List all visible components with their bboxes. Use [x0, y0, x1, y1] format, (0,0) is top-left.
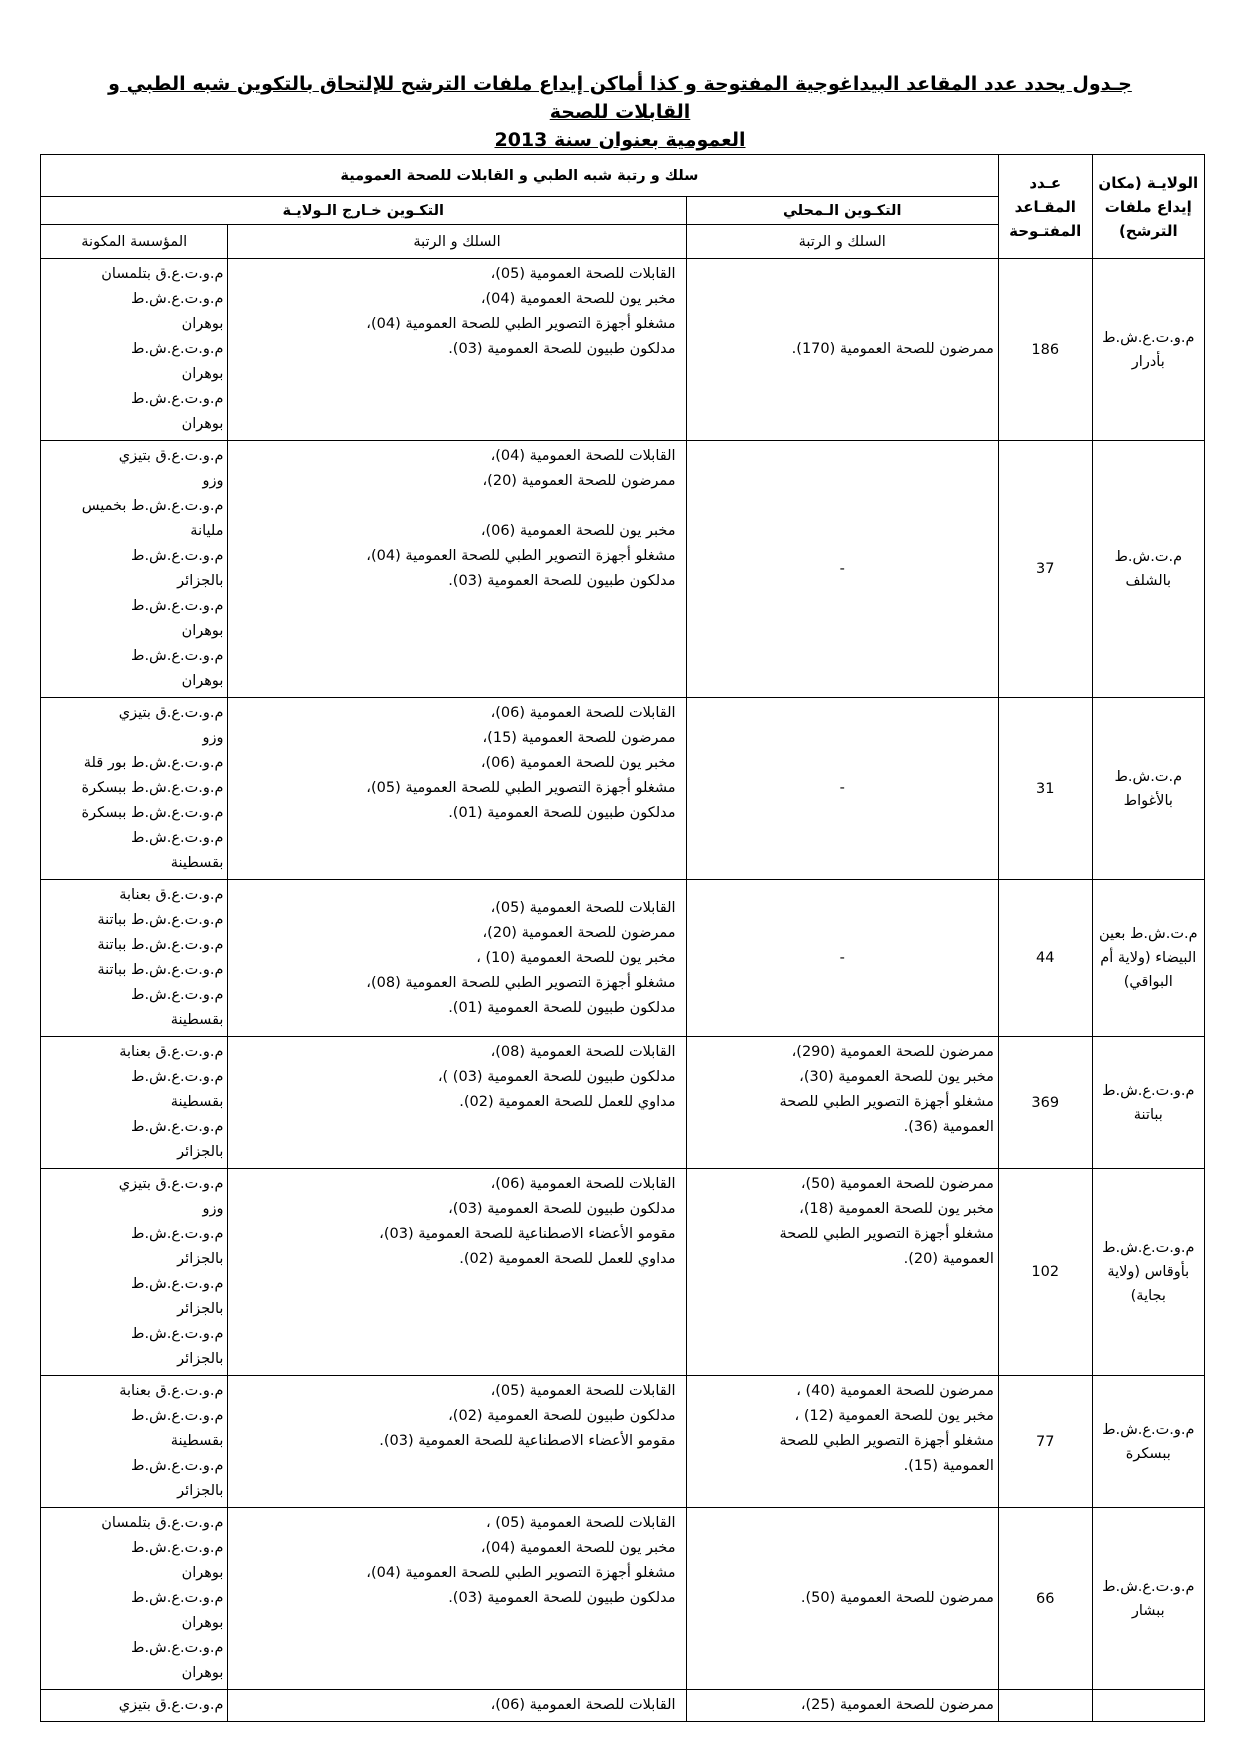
outside-training-cell: [228, 1690, 686, 1722]
institution-line: بقسطينة: [170, 855, 224, 871]
outside-training-line: مدلكون طبيون للصحة العمومية (01).: [448, 805, 676, 821]
outside-training-cell: [228, 441, 686, 698]
outside-training-line: القابلات للصحة العمومية (05)،: [490, 1383, 676, 1399]
title-line-2: العمومية بعنوان سنة 2013: [494, 129, 746, 151]
seats-cell: 186: [998, 259, 1092, 441]
outside-training-line: مداوي للعمل للصحة العمومية (02).: [459, 1251, 676, 1267]
table-row: [41, 1169, 1205, 1376]
institution-line: م.و.ت.ع.ش.ط: [131, 830, 224, 846]
institution-line: م.و.ت.ع.ش.ط: [131, 598, 224, 614]
institution-line: بوهران: [181, 1615, 224, 1631]
seats-cell: 102: [998, 1169, 1092, 1376]
local-training-line: مخبر يون للصحة العمومية (30)،: [799, 1069, 994, 1085]
seats-cell: 31: [998, 698, 1092, 880]
header-wilaya: الولايـة (مكان إيداع ملفات الترشح): [1092, 155, 1204, 259]
local-training-line: ممرضون للصحة العمومية (170).: [791, 341, 994, 357]
wilaya-cell: م.ت.ش.ط بالشلف: [1092, 441, 1204, 698]
institution-line: بالجزائر: [177, 1351, 224, 1367]
local-training-line: مشغلو أجهزة التصوير الطبي للصحة: [779, 1094, 994, 1110]
seats-cell: 44: [998, 880, 1092, 1037]
outside-training-line: القابلات للصحة العمومية (08)،: [490, 1044, 676, 1060]
outside-training-line: القابلات للصحة العمومية (05) ،: [485, 1515, 676, 1531]
wilaya-cell: م.ت.ش.ط بالأغواط: [1092, 698, 1204, 880]
institution-line: م.و.ت.ع.ش.ط ببسكرة: [81, 805, 224, 821]
local-training-line: ممرضون للصحة العمومية (40) ،: [796, 1383, 994, 1399]
seats-cell: [998, 1690, 1092, 1722]
institution-line: م.و.ت.ع.ش.ط: [131, 648, 224, 664]
institution-line: م.و.ت.ع.ش.ط بخميس: [81, 498, 224, 514]
local-training-cell: [686, 441, 998, 698]
institution-line: بالجزائر: [177, 1251, 224, 1267]
outside-training-line: القابلات للصحة العمومية (06)،: [490, 1697, 676, 1713]
institution-line: م.و.ت.ع.ش.ط: [131, 1069, 224, 1085]
institution-line: م.و.ت.ع.ش.ط بباتنة: [97, 962, 224, 978]
outside-training-line: مشغلو أجهزة التصوير الطبي للصحة العمومية (04)،: [366, 316, 676, 332]
institution-line: بقسطينة: [170, 1094, 224, 1110]
wilaya-cell: م.ت.ش.ط بعين البيضاء (ولاية أم البواقي): [1092, 880, 1204, 1037]
seats-cell: 66: [998, 1508, 1092, 1690]
outside-training-cell: [228, 880, 686, 1037]
institution-line: بوهران: [181, 1565, 224, 1581]
institution-line: م.و.ت.ع.ق بتلمسان: [101, 1515, 224, 1531]
outside-training-cell: [228, 1376, 686, 1508]
wilaya-cell: م.و.ت.ع.ش.ط بباتنة: [1092, 1037, 1204, 1169]
outside-training-line: مدلكون طبيون للصحة العمومية (02)،: [448, 1408, 676, 1424]
outside-training-line: مخبر يون للصحة العمومية (04)،: [480, 1540, 676, 1556]
outside-training-line: مخبر يون للصحة العمومية (06)،: [480, 755, 676, 771]
outside-training-line: مشغلو أجهزة التصوير الطبي للصحة العمومية (05)،: [366, 780, 676, 796]
outside-training-line: مخبر يون للصحة العمومية (04)،: [480, 291, 676, 307]
institution-line: وزو: [202, 473, 224, 489]
institution-line: م.و.ت.ع.ش.ط: [131, 1226, 224, 1242]
table-row: [41, 1690, 1205, 1722]
institution-line: بالجزائر: [177, 573, 224, 589]
institution-cell: [41, 1690, 228, 1722]
outside-training-line: مخبر يون للصحة العمومية (06)،: [480, 523, 676, 539]
table-row: [41, 441, 1205, 698]
institution-line: م.و.ت.ع.ش.ط: [131, 1119, 224, 1135]
local-training-line: ممرضون للصحة العمومية (50)،: [800, 1176, 994, 1192]
institution-line: بوهران: [181, 366, 224, 382]
institution-line: بوهران: [181, 623, 224, 639]
outside-training-line: [232, 494, 675, 519]
outside-training-line: مدلكون طبيون للصحة العمومية (03)،: [448, 1201, 676, 1217]
institution-line: م.و.ت.ع.ش.ط: [131, 1276, 224, 1292]
institution-line: م.و.ت.ع.ق بتيزي: [118, 1176, 224, 1192]
institution-line: م.و.ت.ع.ق بعنابة: [119, 1044, 224, 1060]
institution-cell: [41, 880, 228, 1037]
institution-cell: [41, 1508, 228, 1690]
local-training-cell: [686, 1376, 998, 1508]
institution-line: بالجزائر: [177, 1483, 224, 1499]
local-training-line: العمومية (36).: [903, 1119, 994, 1135]
institution-line: وزو: [202, 730, 224, 746]
outside-training-line: مدلكون طبيون للصحة العمومية (03).: [448, 341, 676, 357]
local-training-cell: [686, 1690, 998, 1722]
local-training-line: ممرضون للصحة العمومية (50).: [800, 1590, 994, 1606]
outside-training-line: مقومو الأعضاء الاصطناعية للصحة العمومية (03).: [379, 1433, 676, 1449]
local-training-line: العمومية (20).: [903, 1251, 994, 1267]
institution-line: م.و.ت.ع.ق بتيزي: [118, 1697, 224, 1713]
outside-training-line: القابلات للصحة العمومية (05)،: [490, 266, 676, 282]
local-training-cell: [686, 880, 998, 1037]
local-training-line: -: [839, 560, 845, 577]
institution-line: م.و.ت.ع.ش.ط: [131, 1540, 224, 1556]
institution-line: م.و.ت.ع.ش.ط: [131, 1326, 224, 1342]
institution-line: بوهران: [181, 316, 224, 332]
outside-training-line: القابلات للصحة العمومية (04)،: [490, 448, 676, 464]
institution-line: م.و.ت.ع.ش.ط: [131, 291, 224, 307]
institution-line: م.و.ت.ع.ق بتيزي: [118, 705, 224, 721]
local-training-cell: [686, 1508, 998, 1690]
institution-line: م.و.ت.ع.ش.ط: [131, 987, 224, 1003]
institution-line: م.و.ت.ع.ش.ط: [131, 1590, 224, 1606]
institution-line: بوهران: [181, 416, 224, 432]
institution-line: م.و.ت.ع.ش.ط: [131, 1640, 224, 1656]
outside-training-line: مقومو الأعضاء الاصطناعية للصحة العمومية (03)،: [379, 1226, 676, 1242]
institution-cell: [41, 1169, 228, 1376]
local-training-line: مشغلو أجهزة التصوير الطبي للصحة: [779, 1433, 994, 1449]
header-outside-training: التكـوين خـارج الـولايـة: [41, 197, 687, 225]
local-training-line: -: [839, 949, 845, 966]
outside-training-cell: [228, 1037, 686, 1169]
seats-cell: 77: [998, 1376, 1092, 1508]
local-training-line: مخبر يون للصحة العمومية (18)،: [799, 1201, 994, 1217]
header-local-training: التكـوين الـمحلي: [686, 197, 998, 225]
local-training-cell: [686, 1037, 998, 1169]
outside-training-line: مدلكون طبيون للصحة العمومية (03).: [448, 573, 676, 589]
table-row: [41, 1508, 1205, 1690]
institution-cell: [41, 259, 228, 441]
institution-cell: [41, 1376, 228, 1508]
table-row: [41, 1376, 1205, 1508]
outside-training-cell: [228, 259, 686, 441]
institution-line: بقسطينة: [170, 1433, 224, 1449]
institution-line: بوهران: [181, 1665, 224, 1681]
seats-cell: 37: [998, 441, 1092, 698]
institution-line: بالجزائر: [177, 1144, 224, 1160]
wilaya-cell: م.و.ت.ع.ش.ط ببسكرة: [1092, 1376, 1204, 1508]
outside-training-line: القابلات للصحة العمومية (06)،: [490, 705, 676, 721]
header-seats: عـدد المقـاعد المفتـوحة: [998, 155, 1092, 259]
outside-training-line: مشغلو أجهزة التصوير الطبي للصحة العمومية (04)،: [366, 1565, 676, 1581]
table-row: [41, 259, 1205, 441]
institution-line: م.و.ت.ع.ش.ط ببسكرة: [81, 780, 224, 796]
institution-cell: [41, 698, 228, 880]
local-training-line: -: [839, 780, 845, 796]
institution-cell: [41, 441, 228, 698]
wilaya-cell: م.و.ت.ع.ش.ط ببشار: [1092, 1508, 1204, 1690]
local-training-cell: [686, 1169, 998, 1376]
outside-training-line: مداوي للعمل للصحة العمومية (02).: [459, 1094, 676, 1110]
outside-training-line: مدلكون طبيون للصحة العمومية (03).: [448, 1590, 676, 1606]
institution-line: م.و.ت.ع.ق بعنابة: [119, 1383, 224, 1399]
local-training-line: مشغلو أجهزة التصوير الطبي للصحة: [779, 1226, 994, 1242]
title-line-1: جـدول يحدد عدد المقاعد البيداغوجية المفتوحة و كذا أماكن إيداع ملفات الترشح للإلتحاق بالتكوين شبه الطبي و القابلات للصحة: [108, 73, 1132, 123]
table-row: [41, 880, 1205, 1037]
outside-training-line: ممرضون للصحة العمومية (20)،: [482, 473, 676, 489]
local-training-line: العمومية (15).: [903, 1458, 994, 1474]
outside-training-cell: [228, 698, 686, 880]
outside-training-cell: [228, 1508, 686, 1690]
institution-line: مليانة: [190, 523, 224, 539]
seats-cell: 369: [998, 1037, 1092, 1169]
outside-training-line: القابلات للصحة العمومية (05)،: [490, 899, 676, 916]
table-row: [41, 1037, 1205, 1169]
local-training-cell: [686, 259, 998, 441]
institution-line: م.و.ت.ع.ش.ط: [131, 391, 224, 407]
local-training-line: ممرضون للصحة العمومية (290)،: [791, 1044, 994, 1060]
institution-line: م.و.ت.ع.ق بتيزي: [118, 448, 224, 464]
table-row: [41, 698, 1205, 880]
wilaya-cell: [1092, 1690, 1204, 1722]
institution-line: م.و.ت.ع.ش.ط: [131, 548, 224, 564]
header-institution: المؤسسة المكونة: [41, 225, 228, 259]
outside-training-cell: [228, 1169, 686, 1376]
institution-line: م.و.ت.ع.ش.ط بور قلة: [83, 755, 224, 771]
outside-training-line: ممرضون للصحة العمومية (15)،: [482, 730, 676, 746]
outside-training-line: ممرضون للصحة العمومية (20)،: [482, 924, 676, 941]
institution-line: م.و.ت.ع.ش.ط بباتنة: [97, 912, 224, 928]
outside-training-line: مدلكون طبيون للصحة العمومية (01).: [448, 999, 676, 1016]
table-body: [41, 259, 1205, 1722]
institution-line: بالجزائر: [177, 1301, 224, 1317]
outside-training-line: مشغلو أجهزة التصوير الطبي للصحة العمومية (08)،: [366, 974, 676, 991]
seats-table: [40, 154, 1205, 1722]
header-outside-corps: السلك و الرتبة: [228, 225, 686, 259]
header-corps-grade: سلك و رتبة شبه الطبي و القابلات للصحة العمومية: [41, 155, 999, 197]
institution-line: م.و.ت.ع.ش.ط: [131, 1458, 224, 1474]
outside-training-line: القابلات للصحة العمومية (06)،: [490, 1176, 676, 1192]
outside-training-line: مشغلو أجهزة التصوير الطبي للصحة العمومية (04)،: [366, 548, 676, 564]
local-training-line: مخبر يون للصحة العمومية (12) ،: [794, 1408, 994, 1424]
institution-line: م.و.ت.ع.ش.ط: [131, 341, 224, 357]
institution-line: م.و.ت.ع.ق بتلمسان: [101, 266, 224, 282]
outside-training-line: مخبر يون للصحة العمومية (10) ،: [476, 949, 676, 966]
institution-line: بوهران: [181, 673, 224, 689]
institution-line: وزو: [202, 1201, 224, 1217]
institution-line: بقسطينة: [170, 1012, 224, 1028]
local-training-line: ممرضون للصحة العمومية (25)،: [800, 1697, 994, 1713]
institution-line: م.و.ت.ع.ش.ط: [131, 1408, 224, 1424]
wilaya-cell: م.و.ت.ع.ش.ط بأدرار: [1092, 259, 1204, 441]
page-title: [90, 70, 1150, 154]
institution-line: م.و.ت.ع.ق بعنابة: [119, 887, 224, 903]
outside-training-line: مدلكون طبيون للصحة العمومية (03) )،: [437, 1069, 676, 1085]
wilaya-cell: م.و.ت.ع.ش.ط بأوقاس (ولاية بجاية): [1092, 1169, 1204, 1376]
institution-cell: [41, 1037, 228, 1169]
local-training-cell: [686, 698, 998, 880]
institution-line: م.و.ت.ع.ش.ط بباتنة: [97, 937, 224, 953]
header-local-corps: السلك و الرتبة: [686, 225, 998, 259]
